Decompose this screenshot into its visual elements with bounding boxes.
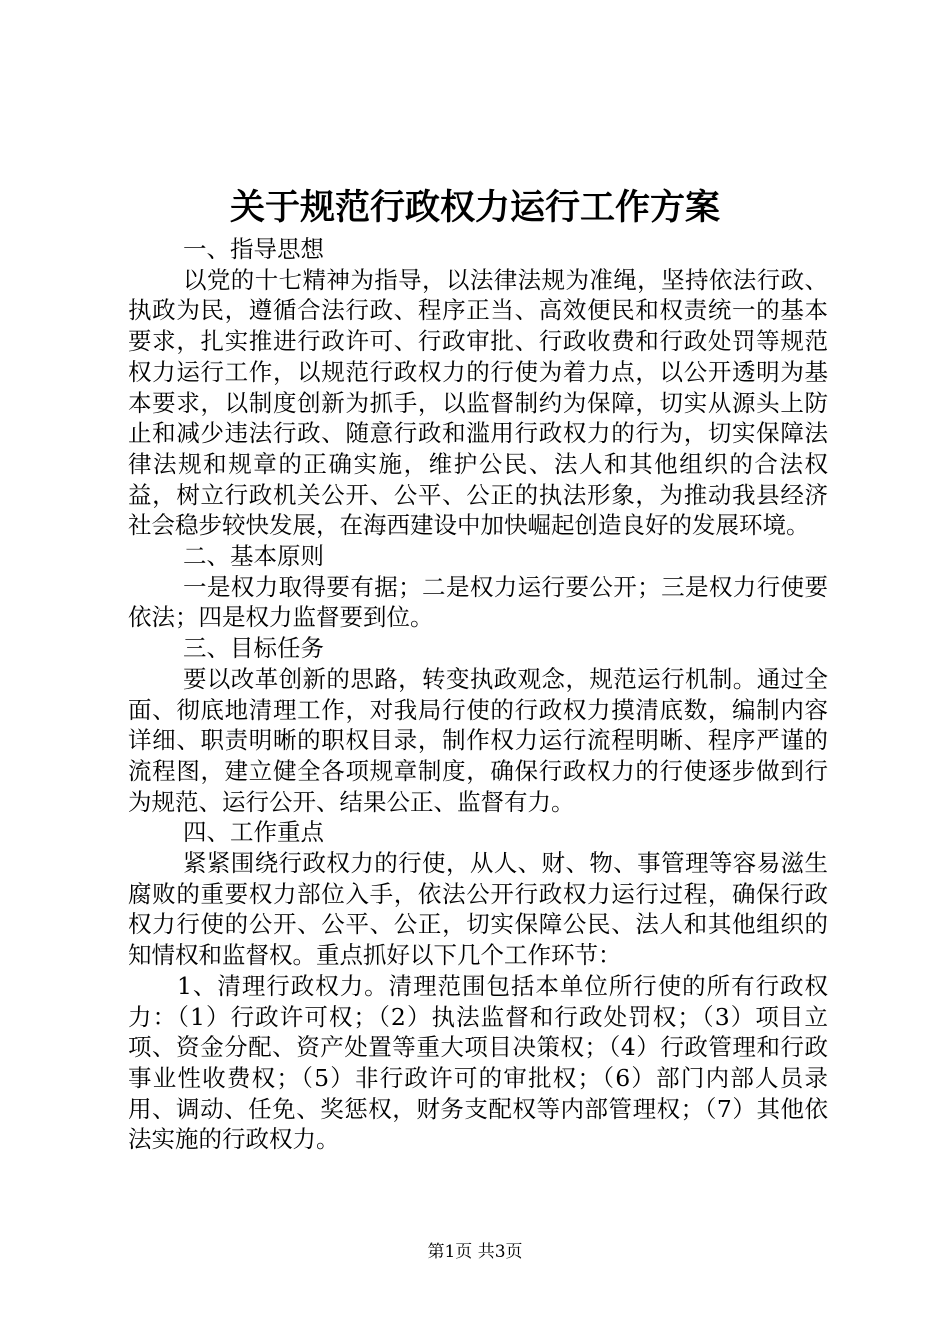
paragraph-basic-principles: 一是权力取得要有据；二是权力运行要公开；三是权力行使要依法；四是权力监督要到位。 [128, 572, 828, 632]
document-title: 关于规范行政权力运行工作方案 [229, 187, 720, 228]
list-item-clear-administrative-power: 1、清理行政权力。清理范围包括本单位所行使的所有行政权力：（1）行政许可权；（2）执法监督和行政处罚权；（3）项目立项、资金分配、资产处置等重大项目决策权；（4）行政管理和行政事业性收费权；（5）非行政许可的审批权；（6）部门内部人员录用、调动、任免、奖惩权，财务支配权等内部管理权；（7）其他依法实施的行政权力。 [128, 971, 828, 1154]
section-heading-work-focus: 四、工作重点 [183, 818, 324, 847]
section-heading-basic-principles: 二、基本原则 [183, 542, 324, 571]
section-heading-objectives: 三、目标任务 [183, 634, 324, 663]
document-body [128, 234, 828, 1155]
section-heading-guiding-thought: 一、指导思想 [183, 235, 324, 263]
paragraph-objectives: 要以改革创新的思路，转变执政观念，规范运行机制。通过全面、彻底地清理工作，对我局行使的行政权力摸清底数，编制内容详细、职责明晰的职权目录，制作权力运行流程明晰、程序严谨的流程图，建立健全各项规章制度，确保行政权力的行使逐步做到行为规范、运行公开、结果公正、监督有力。 [128, 664, 828, 816]
paragraph-work-focus: 紧紧围绕行政权力的行使，从人、财、物、事管理等容易滋生腐败的重要权力部位入手，依法公开行政权力运行过程，确保行政权力行使的公开、公平、公正，切实保障公民、法人和其他组织的知情权和监督权。重点抓好以下几个工作环节： [128, 849, 828, 970]
page-number-footer: 第1页 共3页 [427, 1242, 523, 1262]
paragraph-guiding-thought: 以党的十七精神为指导，以法律法规为准绳，坚持依法行政、执政为民，遵循合法行政、程序正当、高效便民和权责统一的基本要求，扎实推进行政许可、行政审批、行政收费和行政处罚等规范权力运行工作，以规范行政权力的行使为着力点，以公开透明为基本要求，以制度创新为抓手，以监督制约为保障，切实从源头上防止和减少违法行政、随意行政和滥用行政权力的行为，切实保障法律法规和规章的正确实施，维护公民、法人和其他组织的合法权益，树立行政机关公开、公平、公正的执法形象，为推动我县经济社会稳步较快发展，在海西建设中加快崛起创造良好的发展环境。 [128, 265, 828, 540]
